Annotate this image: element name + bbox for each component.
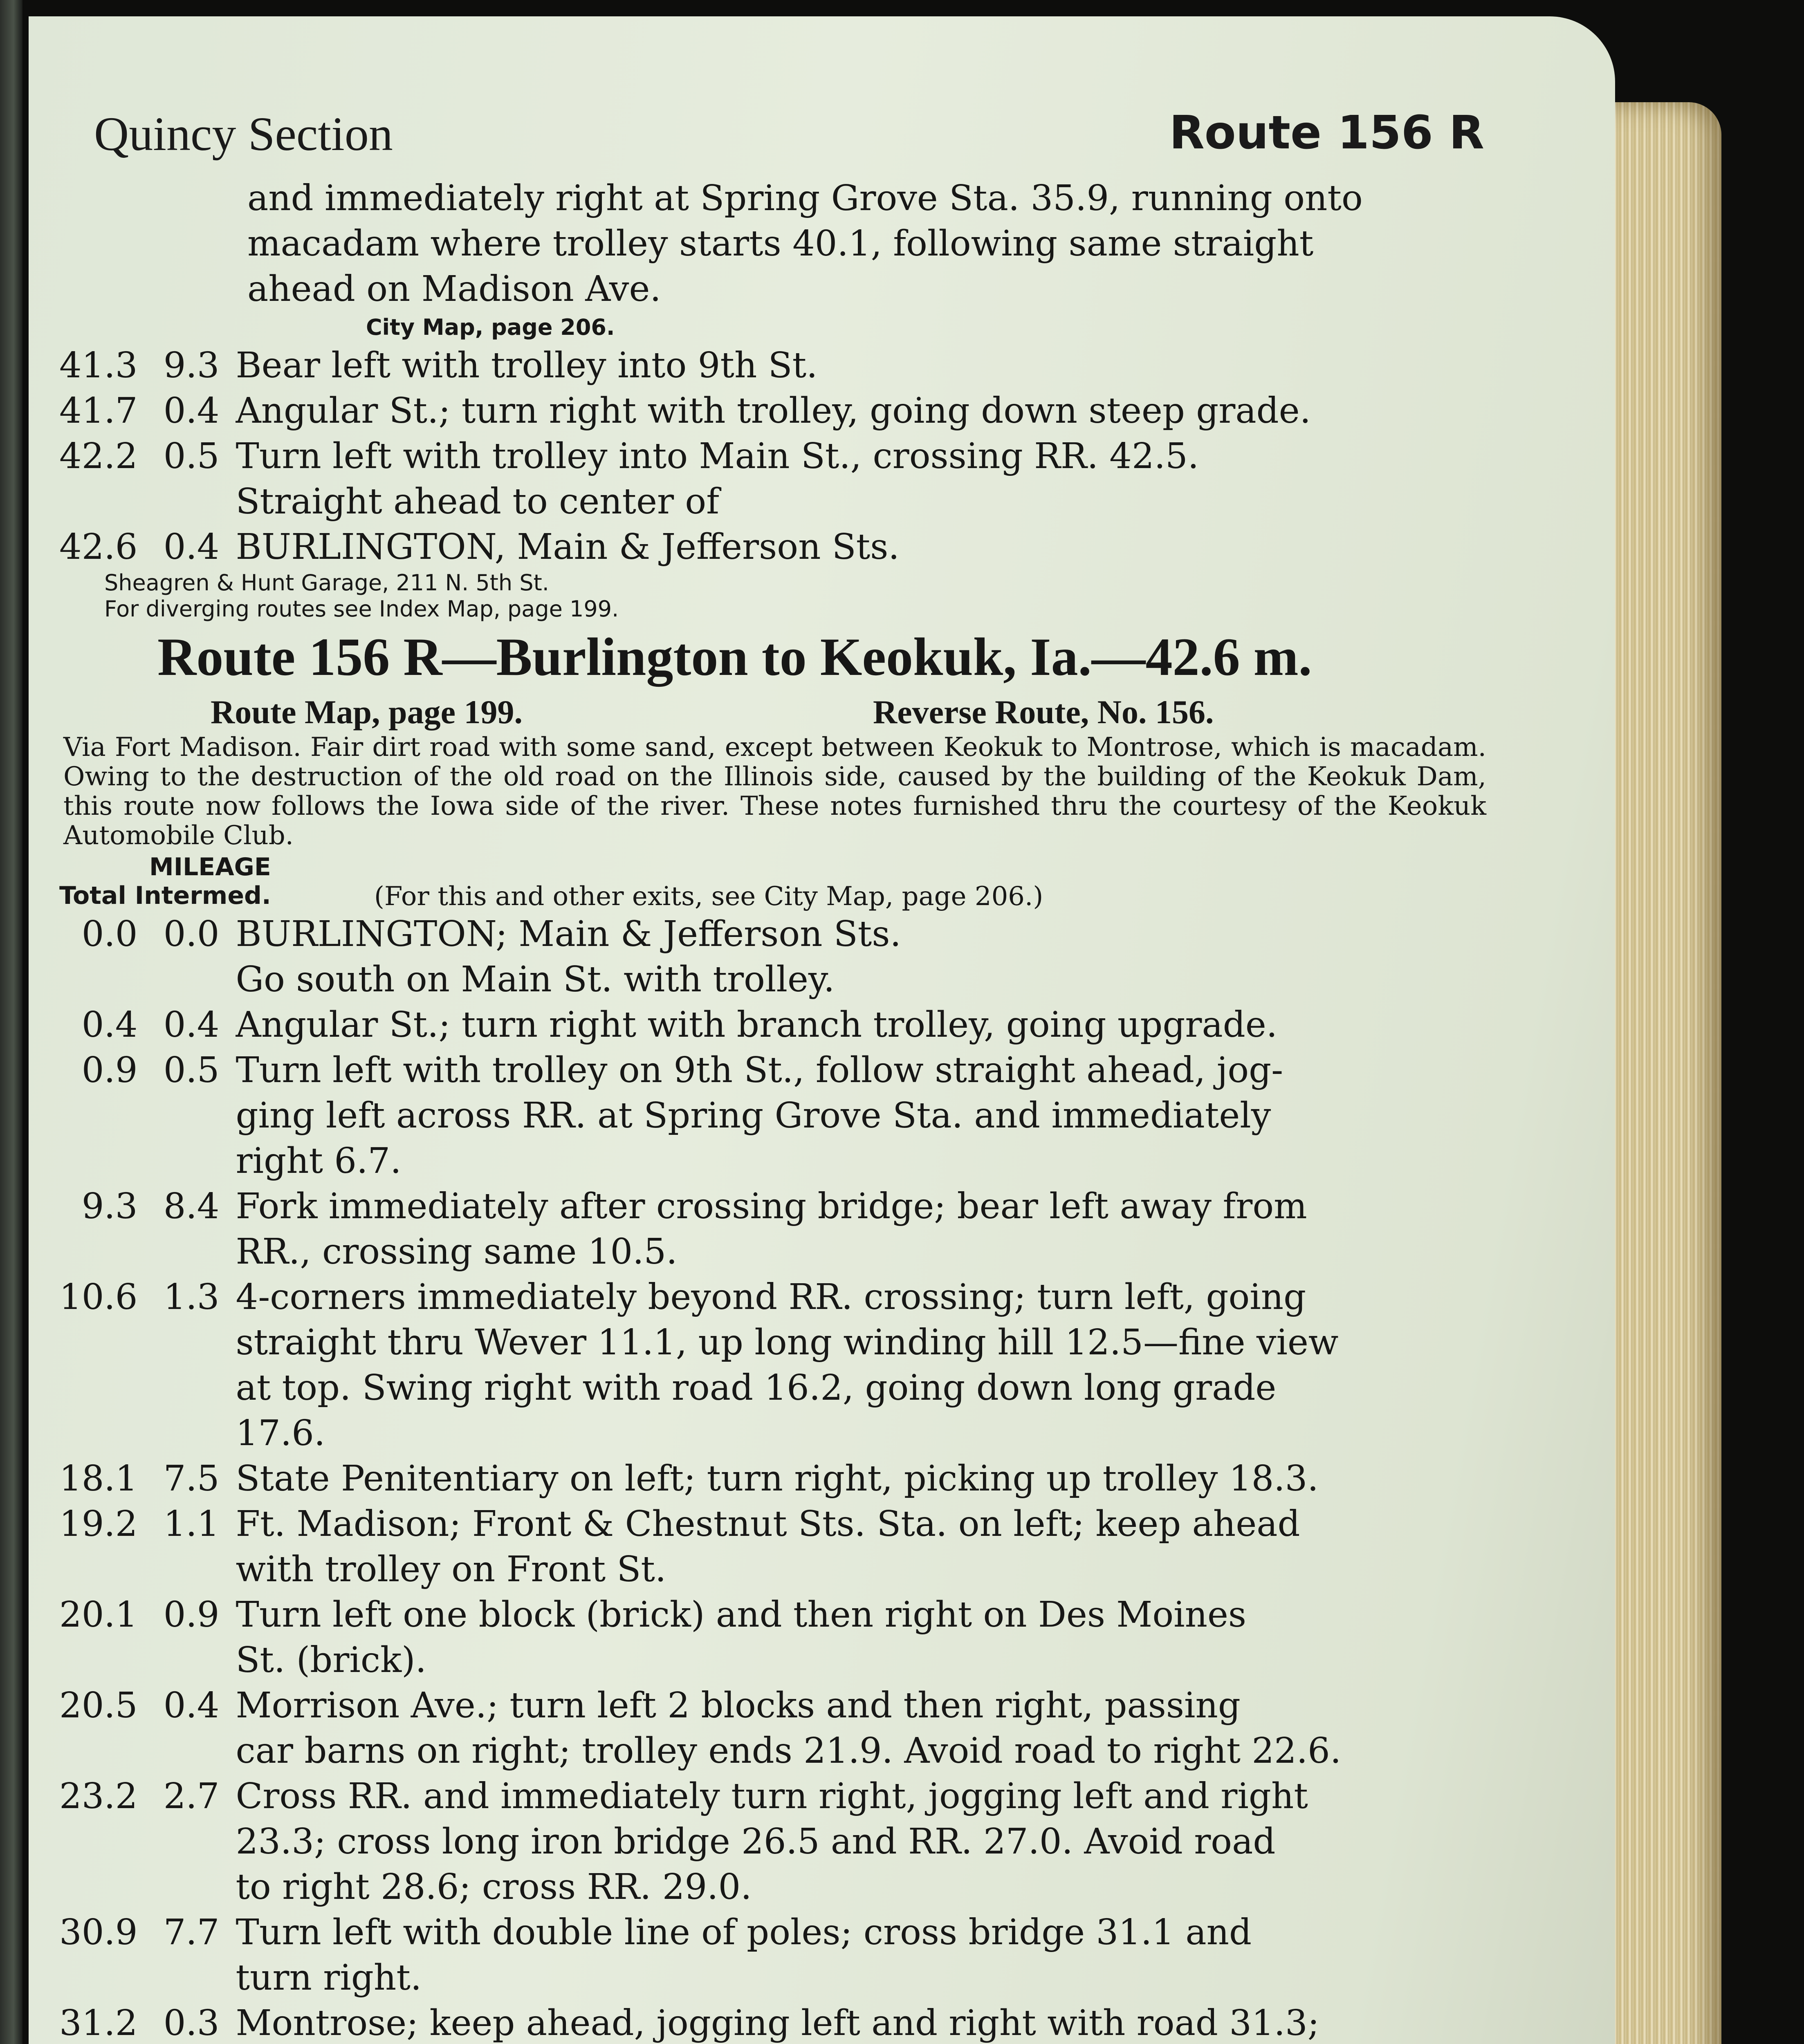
exits-note: (For this and other exits, see City Map, page 206.) <box>374 881 1043 912</box>
route-row <box>59 2001 1479 2044</box>
diverging-note-1: For diverging routes see Index Map, page 199. <box>104 596 619 622</box>
total-mileage: 42.2 <box>59 436 138 477</box>
route-row <box>59 1184 1479 1275</box>
route-direction: Turn left with double line of poles; cross bridge 31.1 and turn right. <box>236 1912 1252 1998</box>
route-row <box>59 388 1479 434</box>
total-mileage: 41.7 <box>59 390 138 431</box>
route-direction: Turn left with trolley on 9th St., follow straight ahead, jog- ging left across RR. at Spring Grove Sta. and immediately right 6.7. <box>236 1050 1283 1181</box>
total-mileage: 0.9 <box>81 1050 138 1091</box>
total-mileage: 10.6 <box>59 1277 138 1318</box>
route-direction: Angular St.; turn right with branch trolley, going upgrade. <box>236 1004 1278 1045</box>
intermediate-mileage: 0.4 <box>163 390 220 431</box>
intermediate-mileage: 0.5 <box>163 436 220 477</box>
total-mileage: 23.2 <box>59 1776 138 1817</box>
route-row <box>59 524 1479 570</box>
route-direction: Montrose; keep ahead, jogging left and right with road 31.3; <box>236 2003 1319 2044</box>
intermediate-mileage: 8.4 <box>163 1186 220 1227</box>
intermediate-mileage: 0.9 <box>163 1594 220 1635</box>
intermediate-mileage: 1.3 <box>163 1277 220 1318</box>
route-map-ref: Route Map, page 199. <box>211 693 523 731</box>
route-title: Route 156 R—Burlington to Keokuk, Ia.—42.6 m. <box>157 627 1312 687</box>
intermediate-mileage: 7.7 <box>163 1912 220 1953</box>
route-row <box>59 912 1479 1002</box>
total-mileage: 0.0 <box>81 914 138 955</box>
intermediate-mileage: 0.4 <box>163 527 220 567</box>
total-mileage: 20.5 <box>59 1685 138 1726</box>
route-row <box>59 1275 1479 1456</box>
garage-note: Sheagren & Hunt Garage, 211 N. 5th St. <box>104 570 549 596</box>
route-direction: 4-corners immediately beyond RR. crossing; turn left, going straight thru Wever 11.1, up long winding hill 12.5—fine view at top. Swing right with road 16.2, going down long grade 17.6. <box>236 1277 1339 1454</box>
route-row <box>59 1002 1479 1048</box>
intermediate-mileage: 0.0 <box>163 914 220 955</box>
route-row <box>59 1683 1479 1774</box>
intermediate-mileage: 0.4 <box>163 1685 220 1726</box>
intro-text <box>59 176 1531 312</box>
total-mileage: 9.3 <box>81 1186 138 1227</box>
intermediate-mileage: 7.5 <box>163 1458 220 1499</box>
route-row <box>59 1592 1479 1683</box>
route-map-refs <box>59 692 1531 733</box>
intermediate-mileage: 1.1 <box>163 1504 220 1544</box>
intro-line: and immediately right at Spring Grove Sta. 35.9, running onto <box>247 178 1363 219</box>
left-page-edge <box>0 0 22 2044</box>
route-header: Route 156 R <box>1169 106 1484 159</box>
intermediate-mileage: 9.3 <box>163 345 220 386</box>
intermediate-mileage: 0.3 <box>163 2003 220 2044</box>
route-direction: Ft. Madison; Front & Chestnut Sts. Sta. on left; keep ahead with trolley on Front St. <box>236 1504 1300 1590</box>
route-direction: Angular St.; turn right with trolley, going down steep grade. <box>236 390 1311 431</box>
page-content <box>59 176 1531 2044</box>
route-direction: State Penitentiary on left; turn right, picking up trolley 18.3. <box>236 1458 1319 1499</box>
route-direction: Bear left with trolley into 9th St. <box>236 345 818 386</box>
intro-line: macadam where trolley starts 40.1, following same straight <box>247 223 1314 264</box>
route-direction: Turn left one block (brick) and then right on Des Moines St. (brick). <box>236 1594 1247 1681</box>
route-direction: BURLINGTON, Main & Jefferson Sts. <box>236 527 900 567</box>
intro-line: ahead on Madison Ave. <box>247 269 661 309</box>
total-mileage: 20.1 <box>59 1594 138 1635</box>
total-mileage: 30.9 <box>59 1912 138 1953</box>
mileage-columns <box>59 881 1531 912</box>
total-mileage: 31.2 <box>59 2003 138 2044</box>
route-row <box>59 1910 1479 2001</box>
total-mileage: 0.4 <box>81 1004 138 1045</box>
route-row <box>59 1048 1479 1184</box>
intermediate-mileage: 0.4 <box>163 1004 220 1045</box>
running-header <box>94 106 1484 172</box>
section-title: Quincy Section <box>94 107 393 161</box>
reverse-route-ref: Reverse Route, No. 156. <box>873 693 1214 731</box>
route-direction: Turn left with trolley into Main St., crossing RR. 42.5. Straight ahead to center of <box>236 436 1199 522</box>
route-row <box>59 1456 1479 1502</box>
route-row <box>59 1502 1479 1592</box>
mileage-label: MILEAGE <box>149 853 271 881</box>
city-map-note: City Map, page 206. <box>366 314 615 340</box>
route-description: Via Fort Madison. Fair dirt road with some sand, except between Keokuk to Montrose, which is macadam. Owing to the destruction of the old road on the Illinois side, caused by the building of the Keokuk Dam, this route now follows the Iowa side of the river. These notes furnished thru the courtesy of the Keokuk Automobile Club. <box>63 732 1486 851</box>
total-mileage: 18.1 <box>59 1458 138 1499</box>
route-direction: Morrison Ave.; turn left 2 blocks and then right, passing car barns on right; trolley ends 21.9. Avoid road to right 22.6. <box>236 1685 1342 1771</box>
route-table-part1 <box>59 343 1479 570</box>
route-direction: Cross RR. and immediately turn right, jogging left and right 23.3; cross long iron bridge 26.5 and RR. 27.0. Avoid road to right 28.6; cross RR. 29.0. <box>236 1776 1308 1907</box>
intermediate-mileage: 0.5 <box>163 1050 220 1091</box>
route-direction: Fork immediately after crossing bridge; bear left away from RR., crossing same 10.5. <box>236 1186 1307 1272</box>
route-table-part2 <box>59 912 1479 2044</box>
route-row <box>59 434 1479 524</box>
total-intermed-label: Total Intermed. <box>59 881 271 910</box>
route-row <box>59 1774 1479 1910</box>
route-row <box>59 343 1479 388</box>
total-mileage: 19.2 <box>59 1504 138 1544</box>
intermediate-mileage: 2.7 <box>163 1776 220 1817</box>
route-direction: BURLINGTON; Main & Jefferson Sts. Go south on Main St. with trolley. <box>236 914 901 1000</box>
total-mileage: 41.3 <box>59 345 138 386</box>
total-mileage: 42.6 <box>59 527 138 567</box>
